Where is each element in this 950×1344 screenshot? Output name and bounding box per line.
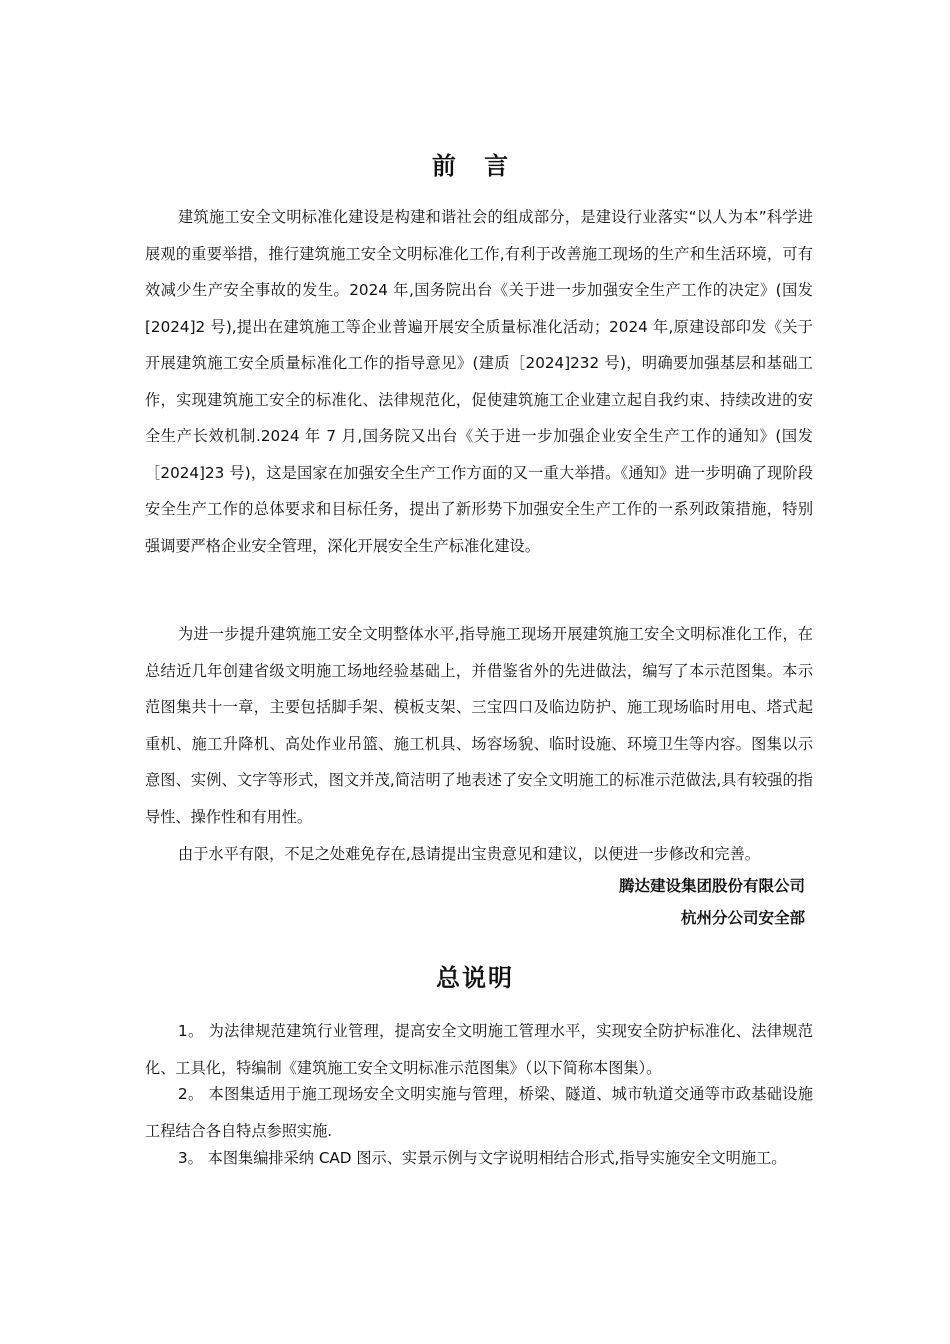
signature-company: 腾达建设集团股份有限公司 — [618, 877, 805, 895]
preface-paragraph-2: 为进一步提升建筑施工安全文明整体水平,指导施工现场开展建筑施工安全文明标准化工作，在总结近几年创建省级文明施工场地经验基础上，并借鉴省外的先进做法，编写了本示范图集。本示范图集共十一章，主要包括脚手架、模板支架、三宝四口及临边防护、施工现场临时用电、塔式起重机、施工升降机、高处作业吊篮、施工机具、场容场貌、临时设施、环境卫生等内容。图集以示意图、实例、文字等形式，图文并茂,简洁明了地表述了安全文明施工的标准示范做法,具有较强的指导性、操作性和有用性。 — [145, 625, 813, 826]
signature-department: 杭州分公司安全部 — [680, 909, 805, 927]
general-note-2: 2。 本图集适用于施工现场安全文明实施与管理，桥梁、隧道、城市轨道交通等市政基础设施工程结合各自特点参照实施. — [145, 1085, 813, 1140]
general-notes-title: 总说明 — [436, 964, 514, 992]
preface-paragraph-3: 由于水平有限，不足之处难免存在,恳请提出宝贵意见和建议，以便进一步修改和完善。 — [178, 845, 760, 863]
preface-paragraph-1: 建筑施工安全文明标准化建设是构建和谐社会的组成部分，是建设行业落实“以人为本”科学进展观的重要举措，推行建筑施工安全文明标准化工作,有利于改善施工现场的生产和生活环境，可有效减少生产安全事故的发生。2024 年,国务院出台《关于进一步加强安全生产工作的决定》(国发[2024]2 号),提出在建筑施工等企业普遍开展安全质量标准化活动；2024 年,原建设部印发《关于开展建筑施工安全质量标准化工作的指导意见》(建质［2024]232 号)，明确要加强基层和基础工作，实现建筑施工安全的标准化、法律规范化，促使建筑施工企业建立起自我约束、持续改进的安全生产长效机制.2024 年 7 月,国务院又出台《关于进一步加强企业安全生产工作的通知》(国发［2024]23 号)，这是国家在加强安全生产工作方面的又一重大举措。《通知》进一步明确了现阶段安全生产工作的总体要求和目标任务，提出了新形势下加强安全生产工作的一系列政策措施，特别强调要严格企业安全管理，深化开展安全生产标准化建设。 — [145, 208, 813, 555]
general-note-1: 1。 为法律规范建筑行业管理，提高安全文明施工管理水平，实现安全防护标准化、法律规范化、工具化，特编制《建筑施工安全文明标准示范图集》（以下简称本图集）。 — [145, 1022, 813, 1077]
general-note-3: 3。 本图集编排采纳 CAD 图示、实景示例与文字说明相结合形式,指导实施安全文明施工。 — [178, 1149, 787, 1167]
preface-title: 前 言 — [431, 152, 519, 180]
